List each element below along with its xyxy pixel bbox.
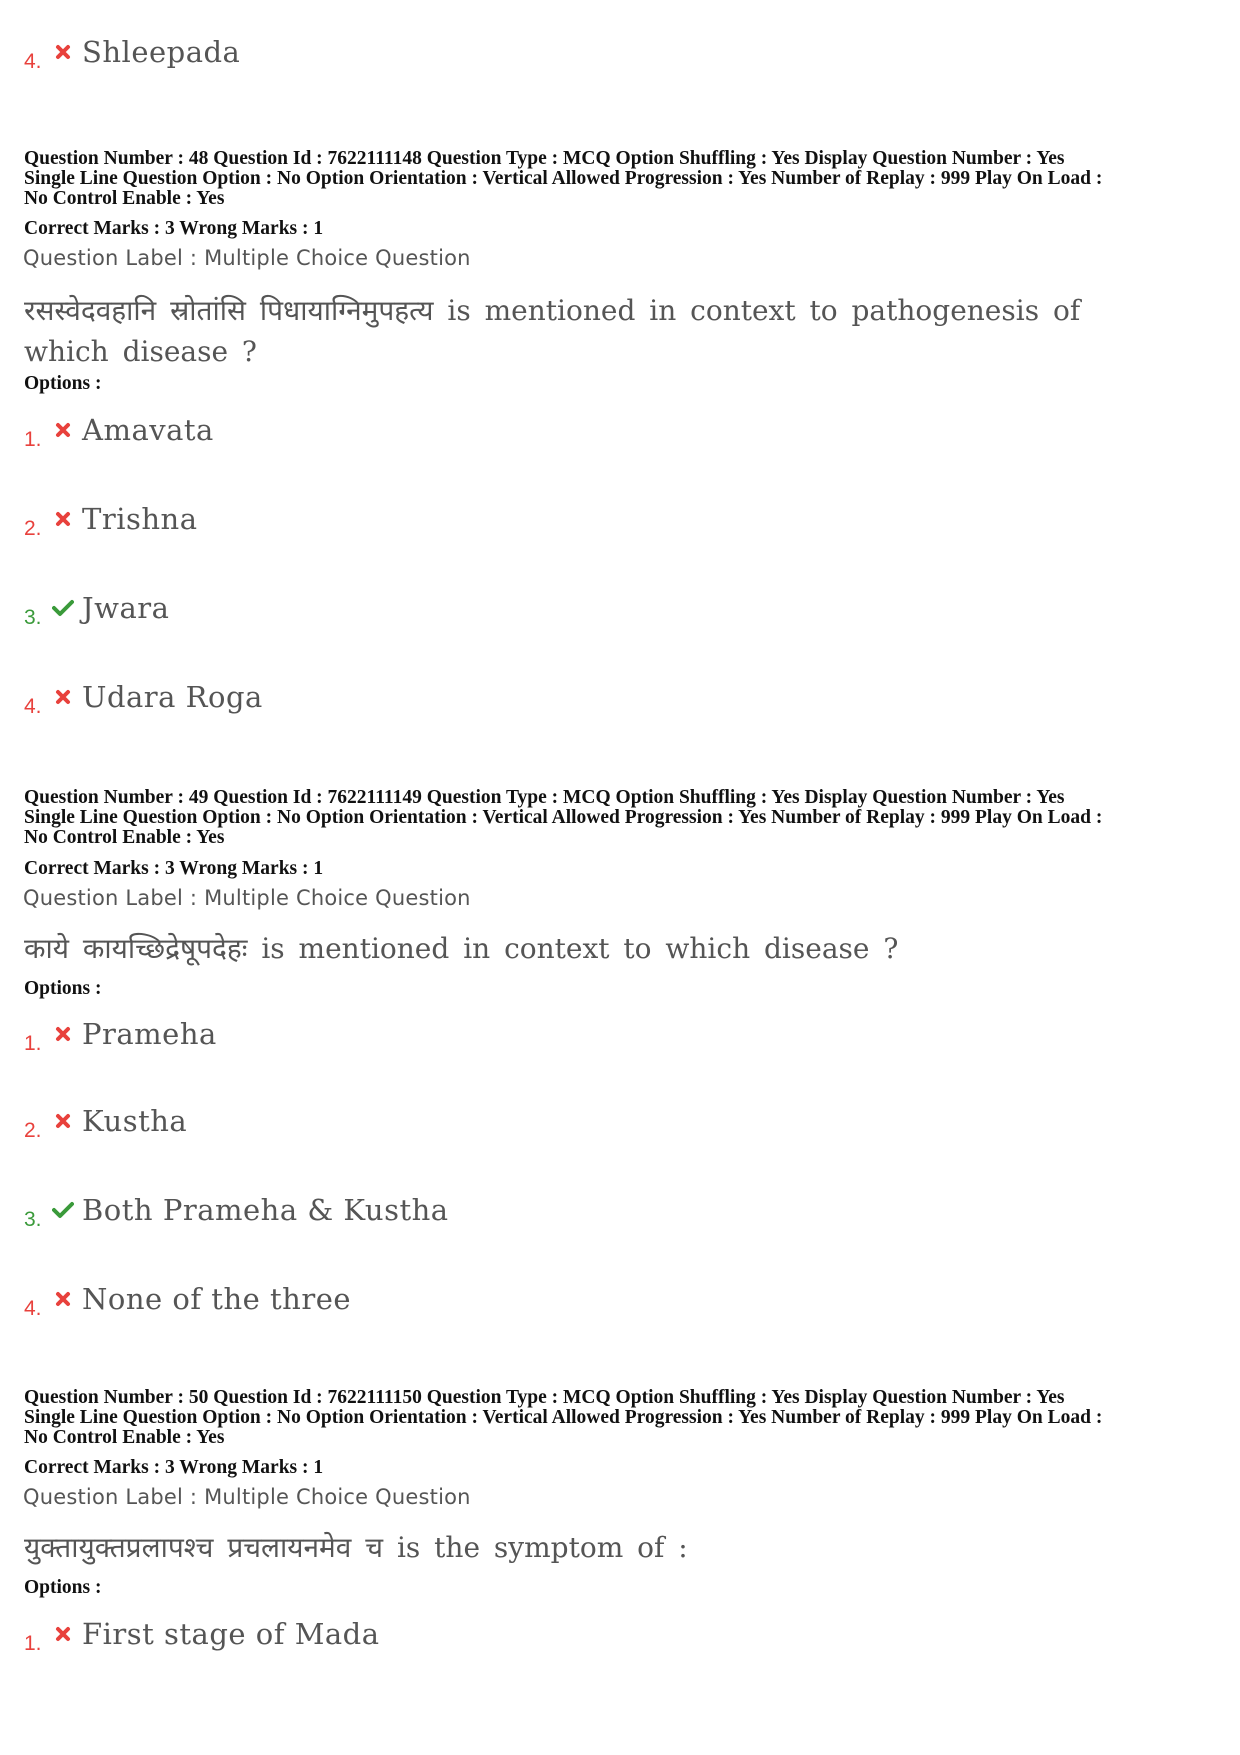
check-icon [52,597,74,619]
question-label: Question Label : Multiple Choice Question [23,1485,471,1509]
meta-line: No Control Enable : Yes [24,827,225,848]
question-marks: Correct Marks : 3 Wrong Marks : 1 [24,858,324,879]
options-heading: Options : [24,373,102,394]
options-heading: Options : [24,978,102,999]
cross-icon [52,508,74,530]
cross-icon [52,1110,74,1132]
option-number: 1. [24,1032,42,1055]
option-number: 4. [24,695,42,718]
question-text: रसस्वेदवहानि स्रोतांसि पिधायाग्निमुपहत्य is mentioned in context to pathogenesis of which disease ? [24,294,1081,368]
option-text: Trishna [82,502,198,536]
option-item [24,1101,187,1141]
option-item [24,410,214,450]
question-label: Question Label : Multiple Choice Question [23,886,471,910]
option-text: First stage of Mada [82,1617,380,1651]
option-item [24,677,263,717]
option-item [24,1190,449,1230]
option-number: 1. [24,428,42,451]
meta-line: Single Line Question Option : No Option Orientation : Vertical Allowed Progression : Yes Number of Replay : 999 Play On Load : [24,168,1103,189]
check-icon [52,1199,74,1221]
question-meta [24,1388,1224,1448]
meta-line: No Control Enable : Yes [24,188,225,209]
meta-line: Question Number : 50 Question Id : 7622111150 Question Type : MCQ Option Shuffling : Yes Display Question Number : Yes [24,1387,1065,1408]
question-text: काये कायच्छिद्रेषूपदेहः is mentioned in context to which disease ? [24,932,899,965]
option-item [24,32,240,72]
option-text: Kustha [82,1104,188,1138]
option-text: Shleepada [82,35,241,69]
option-item [24,1279,351,1319]
option-text: Udara Roga [82,680,263,714]
option-number: 4. [24,1297,42,1320]
option-number: 2. [24,1119,42,1142]
question-meta [24,788,1224,848]
option-number: 3. [24,606,42,629]
option-text: Amavata [82,413,214,447]
meta-line: Question Number : 48 Question Id : 7622111148 Question Type : MCQ Option Shuffling : Yes Display Question Number : Yes [24,148,1065,169]
option-item [24,1614,380,1654]
option-number: 2. [24,517,42,540]
option-number: 3. [24,1208,42,1231]
option-item [24,588,169,628]
cross-icon [52,1623,74,1645]
option-text: None of the three [82,1282,352,1316]
question-label: Question Label : Multiple Choice Question [23,246,471,270]
question-meta [24,149,1224,209]
cross-icon [52,686,74,708]
meta-line: Single Line Question Option : No Option Orientation : Vertical Allowed Progression : Yes Number of Replay : 999 Play On Load : [24,807,1103,828]
option-number: 1. [24,1632,42,1655]
option-number: 4. [24,50,42,73]
cross-icon [52,1288,74,1310]
question-marks: Correct Marks : 3 Wrong Marks : 1 [24,1457,324,1478]
options-heading: Options : [24,1577,102,1598]
option-text: Prameha [82,1017,217,1051]
question-marks: Correct Marks : 3 Wrong Marks : 1 [24,218,324,239]
meta-line: Single Line Question Option : No Option Orientation : Vertical Allowed Progression : Yes Number of Replay : 999 Play On Load : [24,1407,1103,1428]
meta-line: Question Number : 49 Question Id : 7622111149 Question Type : MCQ Option Shuffling : Yes Display Question Number : Yes [24,787,1065,808]
option-text: Jwara [82,591,170,625]
cross-icon [52,419,74,441]
meta-line: No Control Enable : Yes [24,1427,225,1448]
cross-icon [52,1023,74,1045]
option-item [24,1014,217,1054]
option-item [24,499,198,539]
question-text: युक्तायुक्तप्रलापश्च प्रचलायनमेव च is the symptom of : [24,1531,688,1564]
option-text: Both Prameha & Kustha [82,1193,449,1227]
cross-icon [52,41,74,63]
